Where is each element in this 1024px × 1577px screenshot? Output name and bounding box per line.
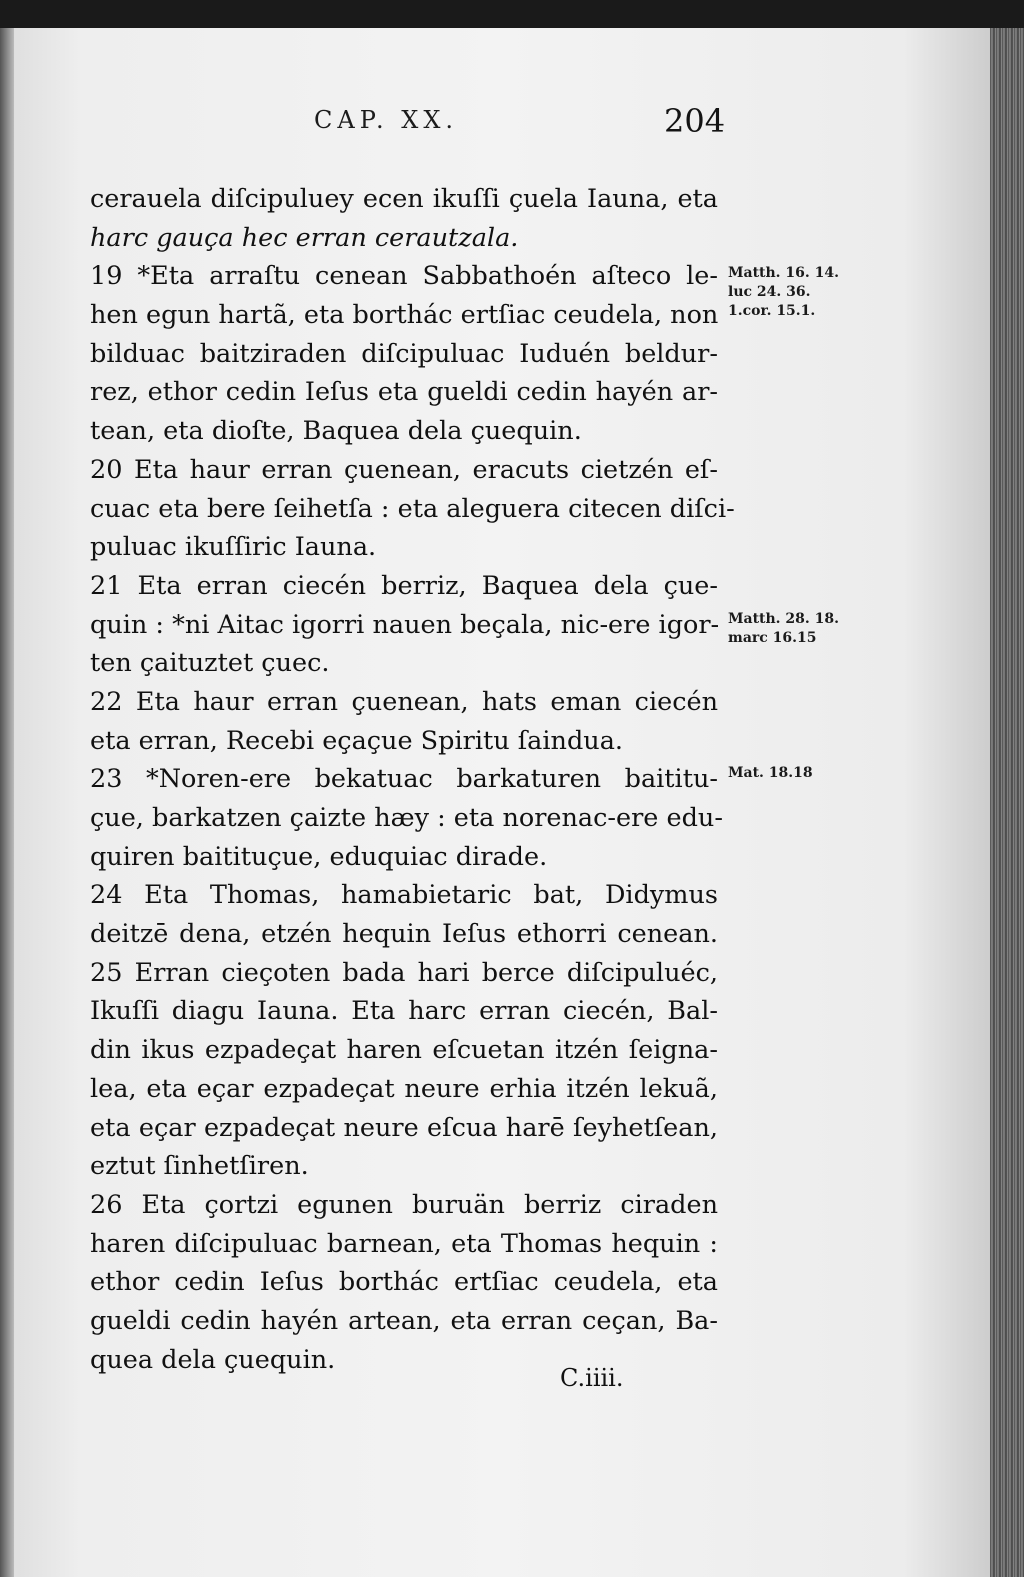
book-page (0, 28, 1004, 1577)
page-gutter-shadow (0, 28, 14, 1577)
text-line: çue, barkatzen çaizte hæy : eta norenac-ere edu- (90, 803, 723, 833)
margin-note: Matth. 16. 14. luc 24. 36. 1.cor. 15.1. (728, 265, 840, 319)
text-line: cerauela diſcipuluey ecen ikuſſi çuela Iauna, eta (90, 184, 718, 214)
page-edge (990, 28, 1024, 1577)
text-line: 24 Eta Thomas, hamabietaric bat, Didymus (90, 880, 718, 911)
text-line: tean, eta dioſte, Baquea dela çuequin. (90, 416, 582, 447)
text-line: deitzē dena, etzén hequin Ieſus ethorri cenean. (90, 919, 718, 950)
text-line: eta erran, Recebi eçaçue Spiritu ſaindua. (90, 725, 624, 756)
text-line: quiren baitituçue, eduquiac dirade. (90, 841, 548, 872)
text-line: 20 Eta haur erran çuenean, eracuts cietzén eſ- (90, 454, 718, 485)
text-line: quea dela çuequin. (90, 1344, 336, 1375)
text-line: puluac ikuſſiric Iauna. (90, 532, 377, 563)
text-line: quin : *ni Aitac igorri nauen beçala, nic-ere igor- (90, 609, 720, 640)
text-line: cuac eta bere ſeihetſa : eta aleguera citecen diſci- (90, 493, 735, 524)
text-line: 23 *Noren-ere bekatuac barkaturen baititu- (90, 764, 718, 795)
text-line: 26 Eta çortzi egunen buruän berriz ciraden (90, 1189, 718, 1220)
text-line: rez, ethor cedin Ieſus eta gueldi cedin hayén ar- (90, 377, 718, 408)
text-line: 21 Eta erran ciecén berriz, Baquea dela çue- (90, 570, 718, 601)
catchword: C.iiii. (560, 1364, 624, 1392)
text-line: gueldi cedin hayén artean, eta erran ceçan, Ba- (90, 1305, 718, 1336)
running-title: CAP. XX. (314, 106, 459, 134)
main-text-block (90, 180, 735, 1379)
text-line: harc gauça hec erran cerautzala. (90, 222, 519, 253)
text-line: 25 Erran cieçoten bada hari berce diſcipuluéc, (90, 957, 718, 988)
text-line: lea, eta eçar ezpadeçat neure erhia itzén lekuã, (90, 1073, 718, 1104)
text-line: Ikuſſi diagu Iauna. Eta harc erran ciecén, Bal- (90, 996, 718, 1027)
text-line: ten çaituztet çuec. (90, 648, 330, 679)
text-line: bilduac baitziraden diſcipuluac Iuduén beldur- (90, 338, 718, 369)
text-line: 22 Eta haur erran çuenean, hats eman ciecén (90, 686, 718, 717)
text-line: haren diſcipuluac barnean, eta Thomas hequin : (90, 1228, 718, 1259)
margin-note: Mat. 18.18 (728, 765, 813, 781)
page-number: 204 (664, 102, 726, 140)
margin-note: Matth. 28. 18. marc 16.15 (728, 611, 840, 646)
text-line: 19 *Eta arraſtu cenean Sabbathoén aſteco le- (90, 261, 718, 292)
text-line: eztut ſinhetſiren. (90, 1151, 309, 1182)
text-line: hen egun hartã, eta borthác ertſiac ceudela, non (90, 300, 719, 331)
text-line: din ikus ezpadeçat haren eſcuetan itzén ſeigna- (90, 1035, 718, 1066)
text-line: eta eçar ezpadeçat neure eſcua harē ſeyhetſean, (90, 1112, 718, 1143)
page-header (0, 102, 1004, 142)
text-line: ethor cedin Ieſus borthác ertſiac ceudela, eta (90, 1267, 718, 1298)
